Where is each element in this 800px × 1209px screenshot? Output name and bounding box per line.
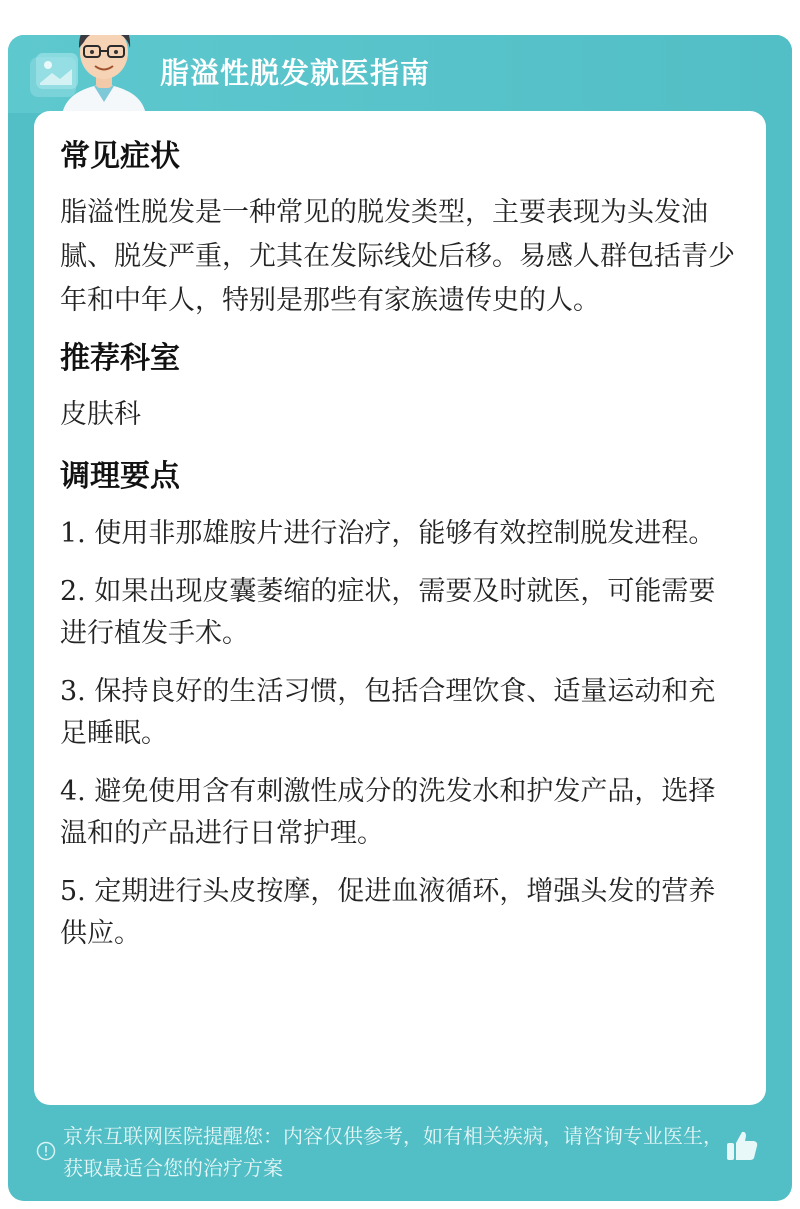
info-icon bbox=[36, 1141, 56, 1161]
list-item bbox=[60, 513, 740, 555]
department-heading: 推荐科室 bbox=[60, 341, 180, 376]
tip-number: 5. bbox=[60, 876, 86, 907]
list-item bbox=[60, 571, 740, 655]
content-card bbox=[34, 111, 766, 1105]
tip-number: 2. bbox=[60, 576, 86, 607]
department-text: 皮肤科 bbox=[60, 399, 141, 430]
doctor-avatar bbox=[48, 35, 160, 115]
care-heading: 调理要点 bbox=[60, 459, 180, 494]
tip-number: 1. bbox=[60, 518, 86, 549]
symptoms-heading: 常见症状 bbox=[60, 139, 180, 174]
tip-text: 保持良好的生活习惯，包括合理饮食、适量运动和充足睡眠。 bbox=[60, 676, 716, 749]
tip-text: 定期进行头皮按摩，促进血液循环，增强头发的营养供应。 bbox=[60, 876, 716, 949]
list-item bbox=[60, 671, 740, 755]
list-item bbox=[60, 771, 740, 855]
tip-number: 4. bbox=[60, 776, 86, 807]
tip-number: 3. bbox=[60, 676, 86, 707]
footer-text: 京东互联网医院提醒您：内容仅供参考，如有相关疾病，请咨询专业医生，获取最适合您的治疗方案 bbox=[63, 1124, 723, 1180]
list-item bbox=[60, 871, 740, 955]
symptoms-text: 脂溢性脱发是一种常见的脱发类型，主要表现为头发油腻、脱发严重，尤其在发际线处后移。易感人群包括青少年和中年人，特别是那些有家族遗传史的人。 bbox=[60, 197, 735, 316]
thumbs-up-icon[interactable] bbox=[724, 1128, 760, 1164]
footer-notice bbox=[8, 1120, 792, 1190]
care-tips-list bbox=[60, 513, 740, 955]
guide-panel bbox=[8, 35, 792, 1201]
tip-text: 避免使用含有刺激性成分的洗发水和护发产品，选择温和的产品进行日常护理。 bbox=[60, 776, 716, 849]
tip-text: 使用非那雄胺片进行治疗，能够有效控制脱发进程。 bbox=[94, 518, 716, 549]
page-title: 脂溢性脱发就医指南 bbox=[160, 56, 431, 90]
tip-text: 如果出现皮囊萎缩的症状，需要及时就医，可能需要进行植发手术。 bbox=[60, 576, 716, 649]
